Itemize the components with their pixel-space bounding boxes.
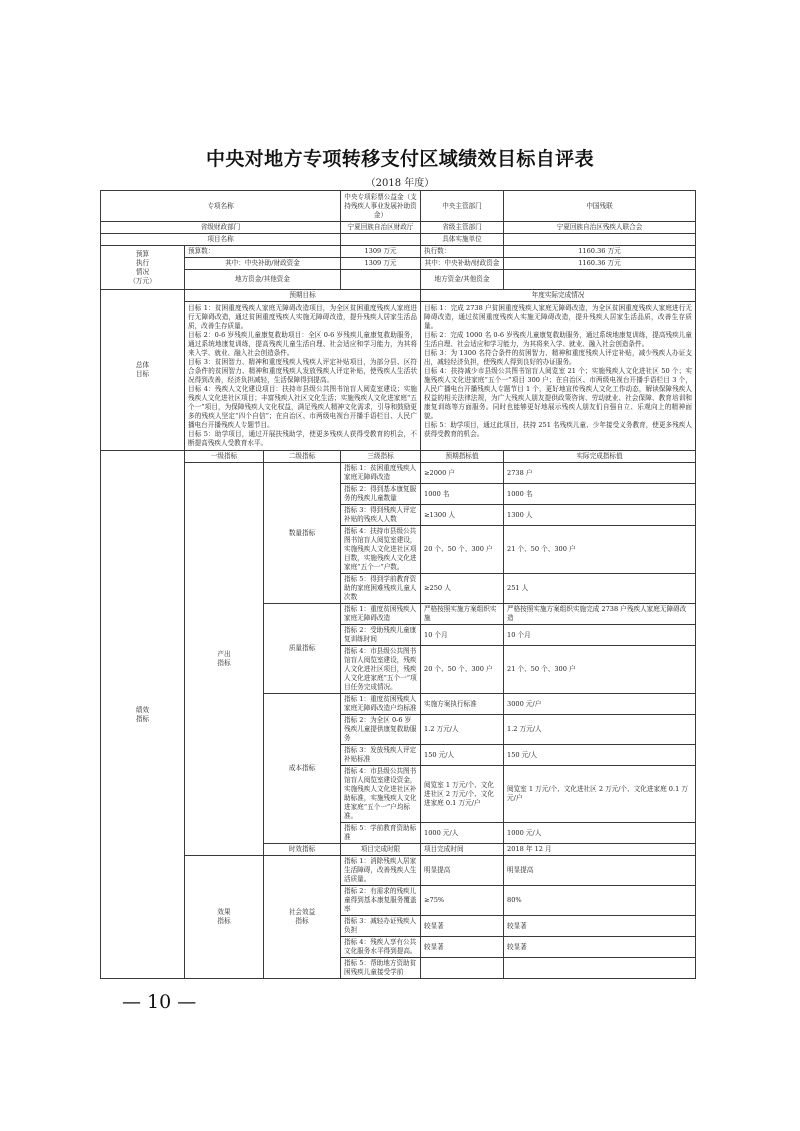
expected-goal-4: 目标 4：残疾人文化建设项目：扶持市县级公共图书馆盲人阅览室建设；实施残疾人文化进社区项目；丰富残疾人社区文化生活；实施残疾人文化进家庭“五个一”项目，为保障残疾人文化权益，满足残疾人精神文化需求，引导和鼓励更多的残疾人坚定“四个自信”；在自治区、市两级电视台开播手语栏目、人民广播电台开播残疾人专题节目。 xyxy=(188,385,417,429)
social-4-expected: 较显著 xyxy=(421,937,504,958)
timeliness-1-actual: 2018 年 12 月 xyxy=(504,844,696,856)
social-2-expected: ≥75% xyxy=(421,886,504,916)
prov-finance-label: 省级财政部门 xyxy=(101,222,341,234)
indicator-header-row xyxy=(101,451,696,463)
quantity-2-expected: 1000 名 xyxy=(421,484,504,505)
info-row-province xyxy=(101,222,696,234)
quantity-4-expected: 20 个、50 个、300 户 xyxy=(421,526,504,574)
social-4-actual: 较显著 xyxy=(504,937,696,958)
header-actual: 实际完成指标值 xyxy=(504,451,696,463)
cost-2-actual: 1.2 万元/人 xyxy=(504,715,696,745)
unit-label: 具体实施单位 xyxy=(421,234,504,246)
social-2-actual: 80% xyxy=(504,886,696,916)
prov-dept-value: 宁夏回族自治区残疾人联合会 xyxy=(504,222,696,234)
expected-goals-header: 预期目标 xyxy=(185,290,421,302)
social-4-name: 指标 4：残疾人享有公共文化服务水平得到提高。 xyxy=(341,937,421,958)
quantity-3-actual: 1300 人 xyxy=(504,505,696,526)
actual-goal-3: 目标 3：为 1300 名符合条件的贫困智力、精神和重度残疾人评定补贴，减少残疾人办证支出，减轻经济负担，使残疾人得到良好的办证服务。 xyxy=(424,349,692,366)
central-fund-exec: 1160.36 万元 xyxy=(504,258,696,270)
prov-finance-value: 宁夏回族自治区财政厅 xyxy=(341,222,421,234)
central-dept-label: 中央主管部门 xyxy=(421,191,504,222)
cost-3-actual: 150 元/人 xyxy=(504,745,696,766)
header-level2: 二级指标 xyxy=(264,451,341,463)
content xyxy=(100,190,695,1013)
indicators-label: 绩效 指标 xyxy=(101,451,185,979)
quantity-4-name: 指标 4：扶持市县级公共图书馆盲人阅览室建设，实施残疾人文化进社区项目数，实施残疾人文化进家庭“五个一”户数。 xyxy=(341,526,421,574)
goals-label: 总体 目标 xyxy=(101,290,185,451)
page-number: — 10 — xyxy=(122,991,197,1013)
quantity-label: 数量指标 xyxy=(264,463,341,604)
quality-2-name: 指标 2：受助残疾儿童康复训练时间 xyxy=(341,625,421,646)
cost-5-name: 指标 5：学前教育资助标准 xyxy=(341,823,421,844)
special-name-label: 专项名称 xyxy=(101,191,341,222)
central-fund-exec-label: 其中：中央补助/财政资金 xyxy=(421,258,504,270)
budget-amount-label: 预算数： xyxy=(185,246,341,258)
quantity-2-actual: 1000 名 xyxy=(504,484,696,505)
local-fund-exec xyxy=(504,270,696,290)
actual-goal-5: 目标 5：助学项目，通过此项目，扶持 251 名残疾儿童、少年接受义务教育，使更多残疾人获得受教育的机会。 xyxy=(424,421,692,438)
social-3-name: 指标 3：减轻办证残疾人负担 xyxy=(341,916,421,937)
social-3-expected: 较显著 xyxy=(421,916,504,937)
expected-goal-2: 目标 2：0-6 岁残疾儿童康复救助项目：全区 0-6 岁残疾儿童康复救助服务，通过系统地康复训练，提高残疾儿童生活自理、社会适应和学习能力，为其将来入学、就业、融入社会创造条件。 xyxy=(188,331,417,357)
cost-2-expected: 1.2 万元/人 xyxy=(421,715,504,745)
cost-5-expected: 1000 元/人 xyxy=(421,823,504,844)
central-fund-label: 其中：中央补助/财政资金 xyxy=(185,258,341,270)
project-name-label: 项目名称 xyxy=(101,234,341,246)
social-1-name: 指标 1：消除残疾人居家生活障碍，改善残疾人生活质量。 xyxy=(341,856,421,886)
performance-table xyxy=(100,190,696,979)
quantity-4-actual: 21 个、50 个、300 户 xyxy=(504,526,696,574)
quantity-1-expected: ≥2000 户 xyxy=(421,463,504,484)
quantity-5-name: 指标 5：得到学前教育资助的家庭困难残疾儿童人次数 xyxy=(341,574,421,604)
cost-1-actual: 3000 元/户 xyxy=(504,694,696,715)
actual-goals-header: 年度实际完成情况 xyxy=(421,290,696,302)
output-indicator-label: 产出 指标 xyxy=(185,463,264,856)
quantity-1-actual: 2738 户 xyxy=(504,463,696,484)
social-1-actual: 明显提高 xyxy=(504,856,696,886)
cost-1-expected: 实施方案执行标准 xyxy=(421,694,504,715)
expected-goal-3: 目标 3：贫困智力、精神和重度残疾人残疾人评定补贴项目，为部分县、区符合条件的贫困智力、精神和重度残疾人发放残疾人评定补贴，使残疾人生活状况得到改善，经济负担减轻，生活保障得到提高。 xyxy=(188,358,417,384)
info-row-special xyxy=(101,191,696,222)
social-3-actual: 较显著 xyxy=(504,916,696,937)
info-row-project xyxy=(101,234,696,246)
social-2-name: 指标 2：有需求的残疾儿童得到基本康复服务覆盖率 xyxy=(341,886,421,916)
expected-goal-5: 目标 5：助学项目，通过开展扶残助学，使更多残疾人获得受教育的机会，不断提高残疾人受教育水平。 xyxy=(188,430,417,447)
actual-goals xyxy=(421,302,696,451)
budget-amount-value: 1309 万元 xyxy=(341,246,421,258)
cost-2-name: 指标 2：为全区 0-6 岁残疾儿童提供康复救助服务 xyxy=(341,715,421,745)
header-level3: 三级指标 xyxy=(341,451,421,463)
budget-label: 预算 执行 情况 （万元） xyxy=(101,246,185,290)
quality-2-expected: 10 个月 xyxy=(421,625,504,646)
central-fund-budget: 1309 万元 xyxy=(341,258,421,270)
cost-5-actual: 1000 元/人 xyxy=(504,823,696,844)
goals-header-row xyxy=(101,290,696,302)
budget-row-total xyxy=(101,246,696,258)
local-fund-exec-label: 地方资金/其他资金 xyxy=(421,270,504,290)
social-benefit-label: 社会效益 指标 xyxy=(264,856,341,979)
quantity-5-actual: 251 人 xyxy=(504,574,696,604)
social-5-name: 指标 5：帮助地方资助贫困残疾儿童接受学前 xyxy=(341,958,421,979)
special-name-value: 中央专项彩票公益金（支持残疾人事业发展补助资金） xyxy=(341,191,421,222)
quality-1-expected: 严格按照实施方案组织实施 xyxy=(421,604,504,625)
social-1-expected: 明显提高 xyxy=(421,856,504,886)
cost-label: 成本指标 xyxy=(264,694,341,844)
cost-4-expected: 阅览室 1 万元/个、文化进社区 2 万元/个、文化进家庭 0.1 万元/户 xyxy=(421,766,504,823)
cost-1-name: 指标 1：重度贫困残疾人家庭无障碍改造户均标准 xyxy=(341,694,421,715)
quantity-1-name: 指标 1：贫困重度残疾人家庭无障碍改造 xyxy=(341,463,421,484)
cost-4-actual: 阅览室 1 万元/个、文化进社区 2 万元/个、文化进家庭 0.1 万元/户 xyxy=(504,766,696,823)
social-5-expected xyxy=(421,958,504,979)
table-row xyxy=(101,856,696,886)
exec-amount-value: 1160.36 万元 xyxy=(504,246,696,258)
expected-goals xyxy=(185,302,421,451)
actual-goal-4: 目标 4：扶持减少市县级公共图书馆盲人阅览室 21 个；实施残疾人文化进社区 50 个；实施残疾人文化进家庭“五个一”项目 300 户；在自治区、市两级电视台开播手语栏目 3 个，人民广播电台开播残疾人专题节目 1 个，更好地宣传残疾人文化工作动态，解读保障残疾人权益的相关法律法规，为广大残疾人朋友提供政策咨询、劳动就业、社会保障、教育培训和康复训练等方面服务。同时也能够更好地展示残疾人朋友们自强自立、乐观向上的精神面貌。 xyxy=(424,367,692,420)
actual-goal-2: 目标 2：完成 1000 名 0-6 岁残疾儿童康复救助服务，通过系统地康复训练，提高残疾儿童生活自理、社会适应和学习能力，为其将来入学、就业、融入社会创造条件。 xyxy=(424,331,692,348)
quality-label: 质量指标 xyxy=(264,604,341,694)
local-fund-label: 地方资金/其他资金 xyxy=(185,270,341,290)
goals-content-row xyxy=(101,302,696,451)
table-row xyxy=(101,463,696,484)
prov-dept-label: 省级主管部门 xyxy=(421,222,504,234)
effect-indicator-label: 效果 指标 xyxy=(185,856,264,979)
project-name-value xyxy=(341,234,421,246)
expected-goal-1: 目标 1：贫困重度残疾人家庭无障碍改造项目，为全区贫困重度残疾人家庭进行无障碍改造，通过贫困重度残疾人实施无障碍改造，提升残疾人居家生活品质，改善生存质量。 xyxy=(188,304,417,330)
quality-2-actual: 10 个月 xyxy=(504,625,696,646)
quality-3-actual: 21 个、50 个、300 户 xyxy=(504,646,696,694)
quality-3-expected: 20 个、50 个、300 户 xyxy=(421,646,504,694)
timeliness-label: 时效指标 xyxy=(264,844,341,856)
social-5-actual xyxy=(504,958,696,979)
quality-1-name: 指标 1：重度贫困残疾人家庭无障碍改造 xyxy=(341,604,421,625)
budget-row-central xyxy=(101,258,696,270)
central-dept-value: 中国残联 xyxy=(504,191,696,222)
quality-1-actual: 严格按照实施方案组织实施完成 2738 户残疾人家庭无障碍改造 xyxy=(504,604,696,625)
timeliness-1-expected: 项目完成时间 xyxy=(421,844,504,856)
budget-row-local xyxy=(101,270,696,290)
quality-3-name: 指标 4：市县级公共图书馆盲人阅览室建设，残疾人文化进社区项目，残疾人文化进家庭“五个一”项目任务完成情况。 xyxy=(341,646,421,694)
report-year: （2018 年度） xyxy=(365,178,435,189)
cost-3-expected: 150 元/人 xyxy=(421,745,504,766)
quantity-5-expected: ≥250 人 xyxy=(421,574,504,604)
cost-4-name: 指标 4：市县级公共图书馆盲人阅览室建设资金，实施残疾人文化进社区补助标准，实施残疾人文化进家庭“五个一”户均标准。 xyxy=(341,766,421,823)
timeliness-1-name: 项目完成时限 xyxy=(341,844,421,856)
page-title: 中央对地方专项转移支付区域绩效目标自评表 xyxy=(205,148,594,170)
actual-goal-1: 目标 1：完成 2738 户贫困重度残疾人家庭无障碍改造，为全区贫困重度残疾人家庭进行无障碍改造，通过贫困重度残疾人实施无障碍改造，提升残疾人居家生活品质，改善生存质量。 xyxy=(424,304,692,330)
header-level1: 一级指标 xyxy=(185,451,264,463)
header-expected: 预期指标值 xyxy=(421,451,504,463)
exec-amount-label: 执行数： xyxy=(421,246,504,258)
unit-value xyxy=(504,234,696,246)
quantity-2-name: 指标 2：得到基本康复服务的残疾儿童数量 xyxy=(341,484,421,505)
cost-3-name: 指标 3：发放残疾人评定补贴标准 xyxy=(341,745,421,766)
quantity-3-expected: ≥1300 人 xyxy=(421,505,504,526)
quantity-3-name: 指标 3：得到残疾人评定补贴的残疾人人数 xyxy=(341,505,421,526)
local-fund-budget xyxy=(341,270,421,290)
